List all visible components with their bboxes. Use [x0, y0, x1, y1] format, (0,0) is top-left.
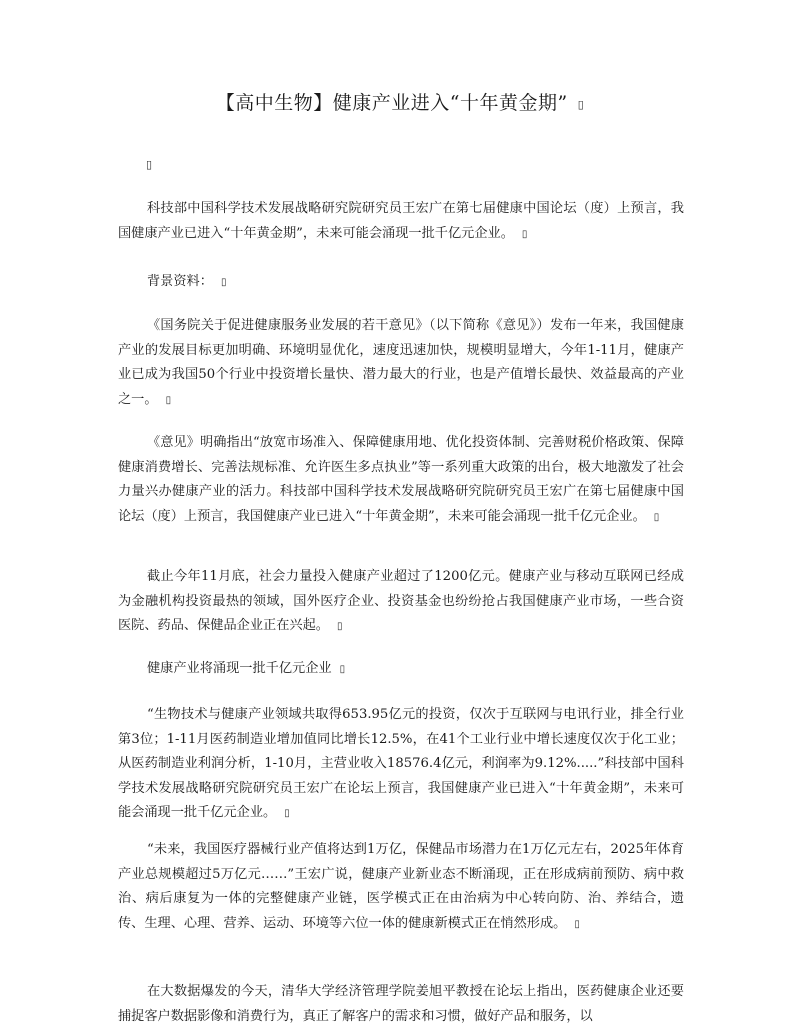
paragraph-text: 《意见》明确指出“放宽市场准入、保障健康用地、优化投资体制、完善财税价格政策、保障健康消费增长、完善法规标准、允许医生多点执业”等一系列重大政策的出台，极大地激发了社会力量兴办健康产业的活力。科技部中国科学技术发展战略研究院研究员王宏广在第七届健康中国论坛（度）上预言，我国健康产业已进入“十年黄金期”，未来可能会涌现一批千亿元企业。 [118, 435, 684, 524]
paragraph-text: 背景资料： [147, 274, 213, 289]
paragraph-mark-icon: ▯ [337, 621, 343, 632]
paragraph-7 [118, 838, 684, 937]
heading-text: 健康产业将涌现一批千亿元企业 [147, 661, 332, 676]
paragraph-1 [118, 197, 684, 247]
paragraph-mark-icon: ▯ [165, 394, 172, 406]
section-heading [118, 657, 684, 683]
paragraph-4 [118, 431, 684, 530]
title-text: 【高中生物】健康产业进入“十年黄金期” [215, 92, 568, 114]
paragraph-mark-icon: ▯ [284, 808, 290, 819]
paragraph-text: “未来，我国医疗器械行业产值将达到1万亿，保健品市场潜力在1万亿元左右，2025年体育产业总规模超过5万亿元……”王宏广说，健康产业新业态不断涌现，正在形成病前预防、病中救治、病后康复为一体的完整健康产业链，医学模式正在由治病为中心转向防、治、养结合，遗传、生理、心理、营养、运动、环境等六位一体的健康新模式正在悄然形成。 [118, 842, 684, 931]
paragraph-mark-icon: ▯ [146, 158, 153, 171]
paragraph-mark-icon: ▯ [574, 918, 580, 930]
paragraph-mark-icon: ▯ [220, 277, 227, 288]
paragraph-text: 截止今年11月底，社会力量投入健康产业超过了1200亿元。健康产业与移动互联网已经成为金融机构投资最热的领域，国外医疗企业、投资基金也纷纷抢占我国健康产业市场，一些合资医院、药品、保健品企业正在兴起。 [118, 569, 684, 633]
paragraph-5 [118, 565, 684, 640]
document-title [0, 88, 800, 115]
paragraph-text: 科技部中国科学技术发展战略研究院研究员王宏广在第七届健康中国论坛（度）上预言，我国健康产业已进入“十年黄金期”，未来可能会涌现一批千亿元企业。 [118, 201, 684, 241]
paragraph-text: “生物技术与健康产业领域共取得653.95亿元的投资，仅次于互联网与电讯行业，排全行业第3位；1-11月医药制造业增加值同比增长12.5%，在41个工业行业中增长速度仅次于化工业；从医药制造业利润分析，1-10月，主营业收入18576.4亿元，利润率为9.12%.....”科技部中国科学技术发展战略研究院研究员王宏广在论坛上预言，我国健康产业已进入“十年黄金期”，未来可能会涌现一批千亿元企业。 [118, 707, 684, 820]
paragraph-mark-icon: ▯ [339, 664, 346, 675]
paragraph-text: 在大数据爆发的今天，清华大学经济管理学院姜旭平教授在论坛上指出，医药健康企业还要捕捉客户数据影像和消费行为，真正了解客户的需求和习惯，做好产品和服务，以 [118, 984, 684, 1024]
paragraph-mark-icon: ▯ [521, 228, 528, 240]
paragraph-mark-icon: ▯ [577, 97, 585, 111]
paragraph-2 [118, 270, 684, 296]
paragraph-mark-icon: ▯ [653, 511, 660, 523]
paragraph-text: 《国务院关于促进健康服务业发展的若干意见》（以下简称《意见》）发布一年来，我国健康产业的发展目标更加明确、环境明显优化，速度迅速加快，规模明显增大，今年1-11月，健康产业已成为我国50个行业中投资增长量快、潜力最大的行业，也是产值增长最快、效益最高的产业之一。 [118, 318, 684, 407]
paragraph-8 [118, 980, 684, 1029]
paragraph-6 [118, 703, 684, 827]
paragraph-3 [118, 314, 684, 413]
